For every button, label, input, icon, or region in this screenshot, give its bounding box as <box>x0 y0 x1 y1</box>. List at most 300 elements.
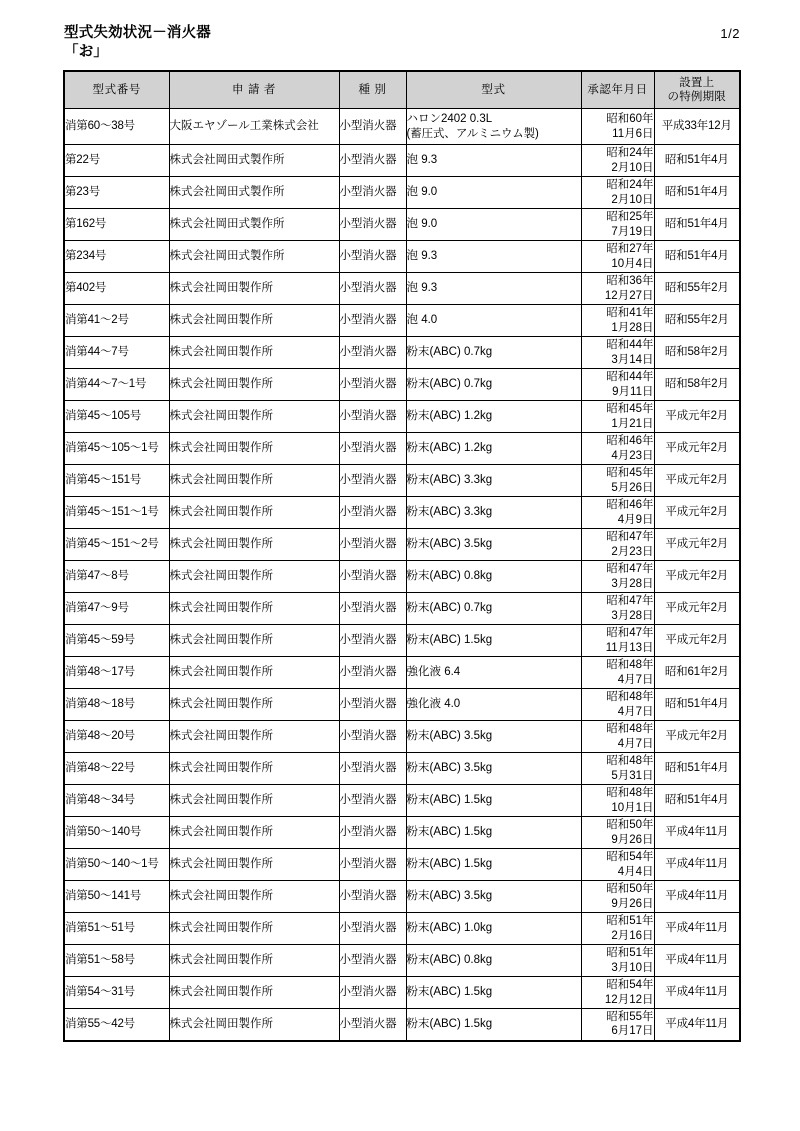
cell-applicant: 株式会社岡田製作所 <box>169 977 339 1009</box>
cell-type <box>406 561 581 593</box>
cell-model-number: 第23号 <box>64 177 169 209</box>
approval-date-year: 昭和50年 <box>606 818 654 831</box>
cell-type <box>406 977 581 1009</box>
approval-date-month-day: 10月1日 <box>611 801 654 814</box>
cell-model-number: 消第47～9号 <box>64 593 169 625</box>
cell-model-number: 消第60～38号 <box>64 109 169 145</box>
table-row <box>64 465 740 497</box>
table-header-row <box>64 71 740 109</box>
approval-date-year: 昭和41年 <box>606 306 654 319</box>
cell-model-number: 消第45～151号 <box>64 465 169 497</box>
approval-date-month-day: 2月10日 <box>611 161 654 174</box>
approval-date-year: 昭和51年 <box>606 946 654 959</box>
cell-applicant: 株式会社岡田製作所 <box>169 593 339 625</box>
cell-type <box>406 145 581 177</box>
cell-applicant: 株式会社岡田製作所 <box>169 753 339 785</box>
type-line-1: 泡 9.3 <box>406 154 438 167</box>
cell-approval-date <box>581 785 654 817</box>
cell-special-limit: 平成元年2月 <box>654 561 740 593</box>
type-line-1: 粉末(ABC) 3.5kg <box>406 730 493 743</box>
cell-type <box>406 625 581 657</box>
table-row <box>64 241 740 273</box>
cell-type <box>406 721 581 753</box>
cell-model-number: 消第50～140～1号 <box>64 849 169 881</box>
type-line-1: 粉末(ABC) 3.3kg <box>406 506 493 519</box>
cell-approval-date <box>581 913 654 945</box>
cell-type <box>406 273 581 305</box>
cell-special-limit: 平成33年12月 <box>654 109 740 145</box>
cell-applicant: 株式会社岡田製作所 <box>169 433 339 465</box>
cell-type <box>406 785 581 817</box>
approval-date-month-day: 2月10日 <box>611 193 654 206</box>
approval-date-month-day: 3月28日 <box>611 577 654 590</box>
approval-date-month-day: 3月10日 <box>611 961 654 974</box>
cell-category: 小型消火器 <box>339 721 406 753</box>
cell-category: 小型消火器 <box>339 593 406 625</box>
cell-model-number: 消第55～42号 <box>64 1009 169 1041</box>
cell-applicant: 株式会社岡田式製作所 <box>169 177 339 209</box>
cell-category: 小型消火器 <box>339 145 406 177</box>
cell-model-number: 第22号 <box>64 145 169 177</box>
approval-date-month-day: 6月17日 <box>611 1025 654 1038</box>
cell-category: 小型消火器 <box>339 465 406 497</box>
approval-date-month-day: 2月23日 <box>611 545 654 558</box>
cell-model-number: 消第45～151～2号 <box>64 529 169 561</box>
type-line-1: 泡 9.0 <box>406 186 438 199</box>
cell-applicant: 株式会社岡田製作所 <box>169 657 339 689</box>
type-line-1: 強化液 4.0 <box>406 698 461 711</box>
table-row <box>64 625 740 657</box>
cell-special-limit: 昭和51年4月 <box>654 145 740 177</box>
cell-applicant: 株式会社岡田式製作所 <box>169 209 339 241</box>
page-subtitle: 「お」 <box>64 44 109 61</box>
approval-date-year: 昭和46年 <box>606 434 654 447</box>
column-header-special-limit <box>654 71 740 109</box>
cell-special-limit: 平成4年11月 <box>654 913 740 945</box>
approval-date-month-day: 4月7日 <box>617 705 654 718</box>
type-line-1: 泡 9.3 <box>406 250 438 263</box>
cell-model-number: 消第48～34号 <box>64 785 169 817</box>
cell-type <box>406 881 581 913</box>
approval-date-year: 昭和24年 <box>606 146 654 159</box>
cell-category: 小型消火器 <box>339 977 406 1009</box>
table-row <box>64 529 740 561</box>
type-line-1: 粉末(ABC) 0.8kg <box>406 954 493 967</box>
cell-approval-date <box>581 177 654 209</box>
cell-special-limit: 昭和51年4月 <box>654 177 740 209</box>
cell-applicant: 株式会社岡田製作所 <box>169 305 339 337</box>
approval-date-month-day: 1月28日 <box>611 321 654 334</box>
cell-approval-date <box>581 753 654 785</box>
table-header <box>64 71 740 109</box>
cell-type <box>406 401 581 433</box>
cell-approval-date <box>581 369 654 401</box>
cell-special-limit: 昭和51年4月 <box>654 209 740 241</box>
approval-date-year: 昭和60年 <box>606 112 654 125</box>
table-body <box>64 109 740 1041</box>
cell-approval-date <box>581 433 654 465</box>
table-row <box>64 369 740 401</box>
cell-applicant: 株式会社岡田製作所 <box>169 689 339 721</box>
approval-date-month-day: 9月26日 <box>611 897 654 910</box>
type-line-1: 泡 9.0 <box>406 218 438 231</box>
cell-special-limit: 昭和51年4月 <box>654 241 740 273</box>
cell-approval-date <box>581 689 654 721</box>
approval-date-year: 昭和44年 <box>606 338 654 351</box>
type-line-2: (蓄圧式、アルミニウム製) <box>406 127 539 140</box>
cell-special-limit: 平成4年11月 <box>654 977 740 1009</box>
cell-type <box>406 369 581 401</box>
cell-model-number: 第162号 <box>64 209 169 241</box>
cell-category: 小型消火器 <box>339 273 406 305</box>
approval-date-year: 昭和47年 <box>606 594 654 607</box>
type-line-1: 粉末(ABC) 3.3kg <box>406 474 493 487</box>
cell-category: 小型消火器 <box>339 657 406 689</box>
cell-type <box>406 849 581 881</box>
cell-type <box>406 433 581 465</box>
cell-applicant: 株式会社岡田製作所 <box>169 273 339 305</box>
cell-approval-date <box>581 305 654 337</box>
cell-model-number: 消第47～8号 <box>64 561 169 593</box>
cell-model-number: 消第45～105～1号 <box>64 433 169 465</box>
approval-date-month-day: 4月7日 <box>617 673 654 686</box>
table-row <box>64 145 740 177</box>
column-header-applicant: 申 請 者 <box>169 71 339 109</box>
cell-model-number: 消第54～31号 <box>64 977 169 1009</box>
type-line-1: 粉末(ABC) 1.2kg <box>406 442 493 455</box>
table-row <box>64 273 740 305</box>
approval-date-year: 昭和47年 <box>606 562 654 575</box>
approval-date-month-day: 11月6日 <box>612 127 654 140</box>
type-line-1: 粉末(ABC) 1.5kg <box>406 634 493 647</box>
cell-approval-date <box>581 401 654 433</box>
cell-applicant: 株式会社岡田製作所 <box>169 945 339 977</box>
approval-date-month-day: 3月14日 <box>611 353 654 366</box>
cell-applicant: 株式会社岡田製作所 <box>169 1009 339 1041</box>
cell-category: 小型消火器 <box>339 177 406 209</box>
cell-type <box>406 817 581 849</box>
cell-applicant: 株式会社岡田製作所 <box>169 465 339 497</box>
cell-category: 小型消火器 <box>339 241 406 273</box>
cell-special-limit: 昭和51年4月 <box>654 689 740 721</box>
table-row <box>64 401 740 433</box>
cell-category: 小型消火器 <box>339 529 406 561</box>
cell-special-limit: 昭和55年2月 <box>654 305 740 337</box>
cell-applicant: 株式会社岡田式製作所 <box>169 241 339 273</box>
approval-date-year: 昭和48年 <box>606 754 654 767</box>
cell-type <box>406 945 581 977</box>
document-header <box>64 24 740 62</box>
approval-date-year: 昭和48年 <box>606 786 654 799</box>
cell-approval-date <box>581 241 654 273</box>
cell-special-limit: 平成元年2月 <box>654 625 740 657</box>
cell-special-limit: 平成元年2月 <box>654 497 740 529</box>
page-title: 型式失効状況－消火器 <box>64 25 211 41</box>
cell-model-number: 第402号 <box>64 273 169 305</box>
cell-applicant: 株式会社岡田製作所 <box>169 721 339 753</box>
approval-date-month-day: 11月13日 <box>605 641 654 654</box>
table-row <box>64 881 740 913</box>
cell-model-number: 消第48～17号 <box>64 657 169 689</box>
type-line-1: 粉末(ABC) 1.5kg <box>406 1017 493 1030</box>
cell-applicant: 株式会社岡田製作所 <box>169 561 339 593</box>
approval-date-month-day: 3月28日 <box>611 609 654 622</box>
type-line-1: 粉末(ABC) 1.5kg <box>406 986 493 999</box>
cell-category: 小型消火器 <box>339 849 406 881</box>
cell-applicant: 大阪エヤゾール工業株式会社 <box>169 109 339 145</box>
cell-special-limit: 平成元年2月 <box>654 721 740 753</box>
cell-category: 小型消火器 <box>339 753 406 785</box>
approval-date-year: 昭和27年 <box>606 242 654 255</box>
approval-date-year: 昭和55年 <box>606 1010 654 1023</box>
cell-model-number: 消第51～51号 <box>64 913 169 945</box>
table-row <box>64 785 740 817</box>
cell-category: 小型消火器 <box>339 785 406 817</box>
cell-type <box>406 465 581 497</box>
approval-date-year: 昭和44年 <box>606 370 654 383</box>
cell-category: 小型消火器 <box>339 401 406 433</box>
approval-date-month-day: 9月11日 <box>612 385 654 398</box>
cell-special-limit: 昭和51年4月 <box>654 785 740 817</box>
cell-special-limit: 昭和61年2月 <box>654 657 740 689</box>
cell-approval-date <box>581 465 654 497</box>
column-header-approval-date: 承認年月日 <box>581 71 654 109</box>
cell-model-number: 消第51～58号 <box>64 945 169 977</box>
table-row <box>64 561 740 593</box>
table-row <box>64 497 740 529</box>
cell-special-limit: 平成4年11月 <box>654 817 740 849</box>
cell-model-number: 消第44～7～1号 <box>64 369 169 401</box>
type-line-1: 粉末(ABC) 1.5kg <box>406 826 493 839</box>
table-row <box>64 721 740 753</box>
cell-category: 小型消火器 <box>339 689 406 721</box>
cell-special-limit: 平成4年11月 <box>654 945 740 977</box>
cell-category: 小型消火器 <box>339 305 406 337</box>
type-line-1: 粉末(ABC) 3.5kg <box>406 762 493 775</box>
table-row <box>64 177 740 209</box>
table-row <box>64 753 740 785</box>
cell-model-number: 消第50～141号 <box>64 881 169 913</box>
approval-date-year: 昭和25年 <box>606 210 654 223</box>
special-limit-line-2: の特例期限 <box>667 91 726 103</box>
cell-type <box>406 109 581 145</box>
approval-date-month-day: 9月26日 <box>611 833 654 846</box>
cell-model-number: 消第50～140号 <box>64 817 169 849</box>
type-line-1: 泡 4.0 <box>406 314 438 327</box>
table-row <box>64 209 740 241</box>
cell-applicant: 株式会社岡田製作所 <box>169 625 339 657</box>
registration-table <box>63 70 741 1042</box>
cell-approval-date <box>581 849 654 881</box>
cell-type <box>406 657 581 689</box>
cell-special-limit: 平成4年11月 <box>654 1009 740 1041</box>
approval-date-year: 昭和47年 <box>606 530 654 543</box>
table-row <box>64 337 740 369</box>
cell-approval-date <box>581 1009 654 1041</box>
approval-date-year: 昭和47年 <box>606 626 654 639</box>
cell-model-number: 消第44～7号 <box>64 337 169 369</box>
cell-applicant: 株式会社岡田製作所 <box>169 913 339 945</box>
type-line-1: 粉末(ABC) 1.5kg <box>406 794 493 807</box>
cell-category: 小型消火器 <box>339 337 406 369</box>
cell-type <box>406 529 581 561</box>
cell-type <box>406 337 581 369</box>
cell-approval-date <box>581 497 654 529</box>
cell-approval-date <box>581 817 654 849</box>
cell-model-number: 消第41～2号 <box>64 305 169 337</box>
cell-category: 小型消火器 <box>339 625 406 657</box>
cell-special-limit: 平成元年2月 <box>654 529 740 561</box>
cell-approval-date <box>581 657 654 689</box>
cell-special-limit: 昭和51年4月 <box>654 753 740 785</box>
approval-date-month-day: 1月21日 <box>611 417 654 430</box>
cell-applicant: 株式会社岡田製作所 <box>169 849 339 881</box>
cell-applicant: 株式会社岡田製作所 <box>169 369 339 401</box>
cell-type <box>406 689 581 721</box>
special-limit-line-1: 設置上 <box>679 76 715 89</box>
cell-type <box>406 1009 581 1041</box>
approval-date-year: 昭和45年 <box>606 402 654 415</box>
approval-date-month-day: 12月12日 <box>604 993 654 1006</box>
type-line-1: 粉末(ABC) 1.0kg <box>406 922 493 935</box>
table-row <box>64 305 740 337</box>
cell-approval-date <box>581 977 654 1009</box>
type-line-1: ハロン2402 0.3L <box>406 112 493 125</box>
cell-model-number: 消第45～59号 <box>64 625 169 657</box>
approval-date-year: 昭和54年 <box>606 850 654 863</box>
cell-type <box>406 241 581 273</box>
table-row <box>64 977 740 1009</box>
cell-type <box>406 593 581 625</box>
cell-model-number: 消第45～105号 <box>64 401 169 433</box>
approval-date-year: 昭和24年 <box>606 178 654 191</box>
cell-approval-date <box>581 561 654 593</box>
approval-date-month-day: 5月26日 <box>611 481 654 494</box>
approval-date-year: 昭和54年 <box>606 978 654 991</box>
column-header-type: 型式 <box>406 71 581 109</box>
cell-category: 小型消火器 <box>339 497 406 529</box>
cell-category: 小型消火器 <box>339 433 406 465</box>
approval-date-month-day: 4月9日 <box>617 513 654 526</box>
cell-model-number: 消第48～20号 <box>64 721 169 753</box>
type-line-1: 強化液 6.4 <box>406 666 461 679</box>
type-line-1: 粉末(ABC) 1.5kg <box>406 858 493 871</box>
approval-date-month-day: 4月4日 <box>617 865 654 878</box>
approval-date-year: 昭和51年 <box>606 914 654 927</box>
approval-date-month-day: 4月23日 <box>611 449 654 462</box>
column-header-model-number: 型式番号 <box>64 71 169 109</box>
cell-model-number: 消第48～22号 <box>64 753 169 785</box>
approval-date-year: 昭和50年 <box>606 882 654 895</box>
approval-date-year: 昭和46年 <box>606 498 654 511</box>
table-row <box>64 109 740 145</box>
cell-approval-date <box>581 625 654 657</box>
cell-special-limit: 昭和55年2月 <box>654 273 740 305</box>
cell-category: 小型消火器 <box>339 881 406 913</box>
cell-special-limit: 平成元年2月 <box>654 593 740 625</box>
approval-date-month-day: 5月31日 <box>611 769 654 782</box>
type-line-1: 泡 9.3 <box>406 282 438 295</box>
cell-applicant: 株式会社岡田式製作所 <box>169 145 339 177</box>
approval-date-year: 昭和48年 <box>606 658 654 671</box>
cell-approval-date <box>581 337 654 369</box>
cell-special-limit: 平成元年2月 <box>654 401 740 433</box>
cell-approval-date <box>581 721 654 753</box>
table-row <box>64 849 740 881</box>
cell-model-number: 消第48～18号 <box>64 689 169 721</box>
cell-applicant: 株式会社岡田製作所 <box>169 785 339 817</box>
table-row <box>64 433 740 465</box>
cell-special-limit: 平成元年2月 <box>654 465 740 497</box>
cell-approval-date <box>581 209 654 241</box>
cell-applicant: 株式会社岡田製作所 <box>169 401 339 433</box>
cell-approval-date <box>581 881 654 913</box>
cell-type <box>406 209 581 241</box>
type-line-1: 粉末(ABC) 3.5kg <box>406 890 493 903</box>
column-header-category: 種 別 <box>339 71 406 109</box>
cell-category: 小型消火器 <box>339 945 406 977</box>
approval-date-month-day: 7月19日 <box>611 225 654 238</box>
cell-special-limit: 平成4年11月 <box>654 849 740 881</box>
cell-special-limit: 昭和58年2月 <box>654 337 740 369</box>
table-row <box>64 913 740 945</box>
cell-category: 小型消火器 <box>339 561 406 593</box>
cell-applicant: 株式会社岡田製作所 <box>169 817 339 849</box>
cell-special-limit: 平成4年11月 <box>654 881 740 913</box>
cell-type <box>406 497 581 529</box>
cell-category: 小型消火器 <box>339 817 406 849</box>
cell-applicant: 株式会社岡田製作所 <box>169 529 339 561</box>
approval-date-month-day: 4月7日 <box>617 737 654 750</box>
cell-approval-date <box>581 273 654 305</box>
cell-type <box>406 177 581 209</box>
table-row <box>64 945 740 977</box>
approval-date-year: 昭和48年 <box>606 690 654 703</box>
cell-type <box>406 913 581 945</box>
approval-date-year: 昭和48年 <box>606 722 654 735</box>
registration-table-container <box>63 70 739 1042</box>
cell-approval-date <box>581 529 654 561</box>
cell-type <box>406 305 581 337</box>
approval-date-month-day: 12月27日 <box>604 289 654 302</box>
approval-date-year: 昭和36年 <box>606 274 654 287</box>
type-line-1: 粉末(ABC) 0.8kg <box>406 570 493 583</box>
type-line-1: 粉末(ABC) 0.7kg <box>406 378 493 391</box>
cell-category: 小型消火器 <box>339 369 406 401</box>
type-line-1: 粉末(ABC) 1.2kg <box>406 410 493 423</box>
table-row <box>64 689 740 721</box>
cell-type <box>406 753 581 785</box>
cell-approval-date <box>581 145 654 177</box>
cell-category: 小型消火器 <box>339 913 406 945</box>
table-row <box>64 1009 740 1041</box>
cell-special-limit: 昭和58年2月 <box>654 369 740 401</box>
table-row <box>64 817 740 849</box>
cell-approval-date <box>581 945 654 977</box>
approval-date-year: 昭和45年 <box>606 466 654 479</box>
approval-date-month-day: 2月16日 <box>611 929 654 942</box>
cell-applicant: 株式会社岡田製作所 <box>169 881 339 913</box>
type-line-1: 粉末(ABC) 0.7kg <box>406 602 493 615</box>
cell-approval-date <box>581 593 654 625</box>
approval-date-month-day: 10月4日 <box>611 257 654 270</box>
cell-model-number: 第234号 <box>64 241 169 273</box>
cell-category: 小型消火器 <box>339 209 406 241</box>
cell-applicant: 株式会社岡田製作所 <box>169 337 339 369</box>
type-line-1: 粉末(ABC) 3.5kg <box>406 538 493 551</box>
cell-approval-date <box>581 109 654 145</box>
type-line-1: 粉末(ABC) 0.7kg <box>406 346 493 359</box>
